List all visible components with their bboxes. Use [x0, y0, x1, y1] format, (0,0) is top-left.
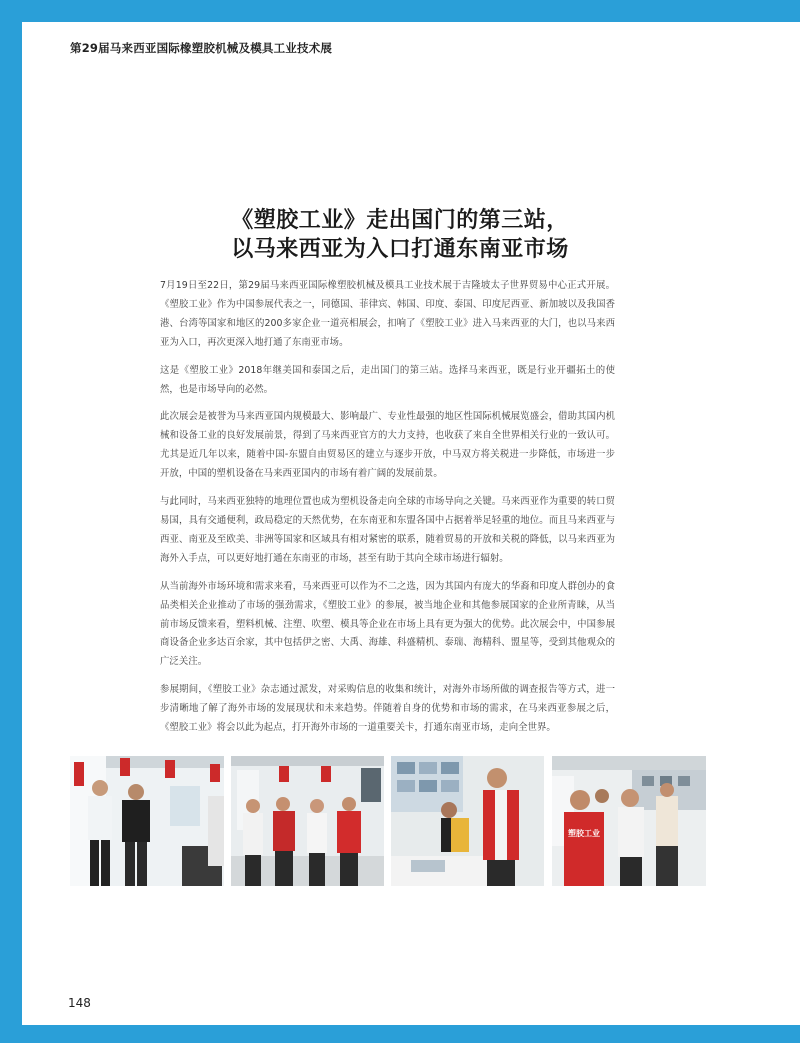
paragraph: 与此同时，马来西亚独特的地理位置也成为塑机设备走向全球的市场导向之关键。马来西亚作为重要的转口贸易国，具有交通便利，政局稳定的天然优势，在东南亚和东盟各国中占据着举足轻重的地位。而且马来西亚与西亚、南亚及至欧美、非洲等国家和区域具有相对紧密的联系，随着贸易的开放和关税的降低，以马来西亚为海外入手点，可以更好地打通在东南亚的市场，甚至有助于其向全球市场进行辐射。: [160, 496, 615, 564]
booth-photo-3: [391, 756, 544, 886]
paragraph: 此次展会是被誉为马来西亚国内规模最大、影响最广、专业性最强的地区性国际机械展览盛会，借助其国内机械和设备工业的良好发展前景，得到了马来西亚官方的大力支持，也收获了来自全世界相关行业的一致认可。尤其是近几年以来，随着中国-东盟自由贸易区的建立与逐步开放，中马双方将关税进一步降低，市场进一步开放，中国的塑机设备在马来西亚国内的市场有着广阔的发展前景。: [160, 411, 615, 480]
page-number: 148: [68, 996, 91, 1010]
booth-photo-1: [70, 756, 224, 886]
booth-photo-2: [231, 756, 384, 886]
article-title-line-2: 以马来西亚为入口打通东南亚市场: [231, 237, 569, 262]
paragraph: 参展期间，《塑胶工业》杂志通过派发，对采购信息的收集和统计，对海外市场所做的调查报告等方式，进一步清晰地了解了海外市场的发展现状和未来趋势。伴随着自身的优势和市场的需求，在马来西亚参展之后，《塑胶工业》将会以此为起点，打开海外市场的一道重要关卡，打通东南亚市场，走向全世界。: [160, 684, 615, 734]
running-header: 第29届马来西亚国际橡塑胶机械及模具工业技术展: [70, 41, 333, 55]
booth-photo-2-image: [231, 756, 384, 886]
article-title-line-1: 《塑胶工业》走出国门的第三站，: [231, 208, 569, 233]
paragraph: 7月19日至22日，第29届马来西亚国际橡塑胶机械及模具工业技术展于吉隆坡太子世界贸易中心正式开展。《塑胶工业》作为中国参展代表之一，同德国、菲律宾、韩国、印度、泰国、印度尼西亚、新加坡以及我国香港、台湾等国家和地区的200多家企业一道亮相展会，扣响了《塑胶工业》进入马来西亚的大门，也以马来西亚为入口，再次更深入地打通了东南亚市场。: [160, 280, 615, 348]
paragraph: 这是《塑胶工业》2018年继美国和泰国之后，走出国门的第三站。选择马来西亚，既是行业开疆拓土的使然，也是市场导向的必然。: [160, 364, 615, 395]
booth-photo-3-image: [391, 756, 544, 886]
paragraph: 从当前海外市场环境和需求来看，马来西亚可以作为不二之选，因为其国内有庞大的华裔和印度人群创办的食品类相关企业推动了市场的强劲需求，《塑胶工业》的参展，被当地企业和其他参展国家的企业所青睐，从当前市场反馈来看，塑料机械、注塑、吹塑、模具等企业在市场上具有更为强大的优势。此次展会中，中国参展商设备企业多达百余家，其中包括伊之密、大禹、海雄、科盛精机、泰瑞、海精科、盟星等，受到其他观众的广泛关注。: [160, 580, 615, 668]
left-border: [0, 0, 22, 1043]
vest-logo-text: 塑胶工业: [568, 829, 600, 838]
top-border: [0, 0, 800, 22]
bottom-border: [0, 1025, 800, 1043]
booth-photo-1-image: [70, 756, 224, 886]
booth-photo-4-image: [552, 756, 706, 886]
booth-photo-4: [552, 756, 706, 886]
article-body: [160, 277, 615, 747]
article-title: [0, 206, 800, 264]
